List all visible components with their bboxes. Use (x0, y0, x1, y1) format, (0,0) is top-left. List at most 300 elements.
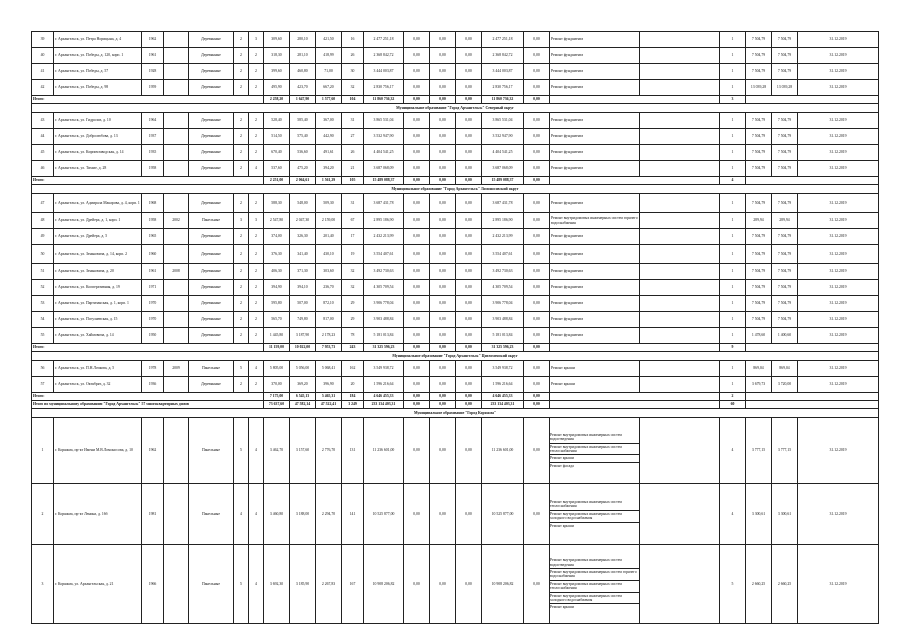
entrances-cell: 2 (249, 264, 264, 280)
table-row (32, 64, 879, 80)
unit-cost-cell: 7 504,79 (746, 296, 772, 312)
cost-owners-cell: 2 895 186,90 (482, 213, 524, 229)
row-number-cell: 42 (32, 80, 54, 96)
cost-federal-cell: 0,00 (404, 161, 430, 177)
municipality-header-row (32, 104, 879, 113)
total-area-cell: 73 637,60 (264, 401, 290, 409)
cost-federal-cell: 0,00 (404, 113, 430, 129)
works-count-cell: 4 (720, 484, 746, 545)
cost-local-cell: 0,00 (456, 401, 482, 409)
premises-area-cell: 371,30 (290, 264, 316, 280)
completion-date-cell: 31.12.2019 (798, 161, 879, 177)
year-built-cell: 1937 (142, 129, 164, 145)
subtotal-row (32, 177, 879, 185)
residents-cell: 16 (342, 32, 364, 48)
wall-material-cell: Деревянные (189, 145, 234, 161)
address-cell: г. Архангельск, ул. Петра Норицына, д. 4 (54, 32, 142, 48)
subtotal-label-cell: Итого: (32, 344, 264, 352)
year-renovated-cell (164, 245, 189, 264)
wall-material-cell: Деревянные (189, 194, 234, 213)
unit-cost-cell: 3 300,61 (746, 484, 772, 545)
work-type-cell: Ремонт фундамента (550, 80, 640, 96)
completion-date-cell: 31.12.2019 (798, 80, 879, 96)
table-row (32, 484, 879, 545)
completion-date-cell: 31.12.2019 (798, 545, 879, 624)
works-count-cell: 1 (720, 312, 746, 328)
cost-total-cell: 4 646 455,33 (364, 393, 404, 401)
cost-local-cell: 0,00 (456, 129, 482, 145)
unit-cost-cell: 869,04 (746, 361, 772, 377)
cost-local-cell: 0,00 (456, 229, 482, 245)
cost-total-cell: 3 687 068,09 (364, 161, 404, 177)
year-renovated-cell (164, 64, 189, 80)
floors-cell: 2 (234, 32, 249, 48)
subtotal-row (32, 344, 879, 352)
cost-federal-cell: 0,00 (404, 145, 430, 161)
work-type-cell: Ремонт фундамента (550, 64, 640, 80)
premises-area-cell: 3 185,90 (290, 545, 316, 624)
municipality-name-cell: Муниципальное образование "Город Архангельск" Ломоносовский округ (32, 185, 879, 194)
cost-federal-cell: 0,00 (404, 393, 430, 401)
cost-total-cell: 1 596 216,64 (364, 377, 404, 393)
cost-local-cell: 0,00 (456, 96, 482, 104)
works-count-cell: 1 (720, 32, 746, 48)
cost-total-cell: 4 305 709,54 (364, 280, 404, 296)
cost-federal-cell: 0,00 (404, 280, 430, 296)
total-area-cell: 370,00 (264, 377, 290, 393)
year-renovated-cell (164, 377, 189, 393)
wall-material-cell: Панельные (189, 484, 234, 545)
total-area-cell: 5 805,00 (264, 361, 290, 377)
address-cell: г. Архангельск, ул. Хаймовича, д. 14 (54, 328, 142, 344)
total-area-cell: 318,30 (264, 48, 290, 64)
cost-owners-cell: 10 908 206,82 (482, 545, 524, 624)
work-type-cell: Ремонт фундамента (550, 245, 640, 264)
municipality-name-cell: Муниципальное образование "Город Архангельск" Северный округ (32, 104, 879, 113)
year-built-cell: 1968 (142, 194, 164, 213)
row-number-cell: 41 (32, 64, 54, 80)
residential-area-cell: 394,20 (316, 161, 342, 177)
residents-cell: 21 (342, 161, 364, 177)
subtotal-row (32, 393, 879, 401)
year-built-cell: 1970 (142, 296, 164, 312)
work-item: Ремонт фасада (550, 463, 574, 468)
cost-regional-cell: 0,00 (430, 96, 456, 104)
works-count-cell: 9 (720, 344, 746, 352)
completion-date-cell: 31.12.2019 (798, 129, 879, 145)
total-area-cell: 2 251,00 (264, 177, 290, 185)
empty-cell (640, 32, 720, 48)
wall-material-cell: Деревянные (189, 328, 234, 344)
wall-material-cell: Деревянные (189, 264, 234, 280)
completion-date-cell: 31.12.2019 (798, 32, 879, 48)
work-type-cell: Ремонт крыши (550, 361, 640, 377)
premises-area-cell: 1 647,90 (290, 96, 316, 104)
total-area-cell: 399,60 (264, 64, 290, 80)
year-renovated-cell (164, 280, 189, 296)
year-renovated-cell (164, 194, 189, 213)
empty-cell (640, 312, 720, 328)
floors-cell: 2 (234, 80, 249, 96)
entrances-cell: 2 (249, 80, 264, 96)
completion-date-cell: 31.12.2019 (798, 361, 879, 377)
max-unit-cost-cell: 7 504,79 (772, 129, 798, 145)
cost-owners-cell: 3 492 730,63 (482, 264, 524, 280)
total-area-cell: 3 692,30 (264, 545, 290, 624)
cost-owners-cell: 3 532 947,90 (482, 129, 524, 145)
table-row (32, 113, 879, 129)
residents-cell: 32 (342, 264, 364, 280)
cost-local-cell: 0,00 (456, 377, 482, 393)
residential-area-cell: 236,70 (316, 280, 342, 296)
residential-area-cell: 442,90 (316, 129, 342, 145)
unit-cost-cell: 7 504,79 (746, 64, 772, 80)
cost-regional-cell: 0,00 (430, 245, 456, 264)
work-item: Ремонт крыши (550, 605, 574, 610)
works-count-cell: 1 (720, 145, 746, 161)
works-count-cell: 1 (720, 245, 746, 264)
entrances-cell: 2 (249, 312, 264, 328)
max-unit-cost-cell: 7 504,79 (772, 113, 798, 129)
subtotal-label-cell: Итого: (32, 393, 264, 401)
cost-local-cell: 0,00 (456, 48, 482, 64)
unit-cost-cell: 7 504,79 (746, 145, 772, 161)
table-row (32, 377, 879, 393)
unit-cost-cell: 7 504,79 (746, 312, 772, 328)
cost-total-cell: 3 687 431,78 (364, 194, 404, 213)
work-item: Ремонт внутридомовых инженерных систем теплоснабжения (550, 444, 639, 456)
residential-area-cell: 421,50 (316, 32, 342, 48)
cost-total-cell: 233 134 403,31 (364, 401, 404, 409)
cost-owners-cell: 4 646 455,33 (482, 393, 524, 401)
completion-date-cell: 31.12.2019 (798, 64, 879, 80)
cost-local-cell: 0,00 (456, 161, 482, 177)
cost-federal-cell: 0,00 (404, 264, 430, 280)
cost-owners-cell: 233 134 403,31 (482, 401, 524, 409)
empty-cell (746, 96, 879, 104)
residential-area-cell: 2 776,70 (316, 418, 342, 484)
completion-date-cell: 31.12.2019 (798, 377, 879, 393)
cost-regional-cell: 0,00 (430, 129, 456, 145)
cost-federal-cell: 0,00 (404, 361, 430, 377)
floors-cell: 2 (234, 113, 249, 129)
wall-material-cell: Панельные (189, 418, 234, 484)
total-area-cell: 3 460,80 (264, 484, 290, 545)
cost-other-cell: 0,00 (524, 377, 550, 393)
floors-cell: 4 (234, 484, 249, 545)
premises-area-cell: 548,00 (290, 194, 316, 213)
address-cell: г. Архангельск, ул. П.Н.Лочкова, д. 5 (54, 361, 142, 377)
max-unit-cost-cell: 289,94 (772, 213, 798, 229)
works-count-cell: 1 (720, 328, 746, 344)
premises-area-cell: 280,10 (290, 32, 316, 48)
subtotal-label-cell: Итого по муниципальному образованию "Город Архангельск" 57 многоквартирных домов (32, 401, 264, 409)
max-unit-cost-cell: 13 039,28 (772, 80, 798, 96)
works-count-cell: 1 (720, 113, 746, 129)
wall-material-cell: Деревянные (189, 113, 234, 129)
entrances-cell: 2 (249, 113, 264, 129)
premises-area-cell: 394,10 (290, 280, 316, 296)
completion-date-cell: 31.12.2019 (798, 312, 879, 328)
table-row (32, 312, 879, 328)
residents-cell: 78 (342, 328, 364, 344)
cost-total-cell: 11 860 736,32 (364, 96, 404, 104)
table-row (32, 361, 879, 377)
residential-area-cell: 303,60 (316, 264, 342, 280)
cost-other-cell: 0,00 (524, 484, 550, 545)
total-area-cell: 595,80 (264, 296, 290, 312)
cost-local-cell: 0,00 (456, 312, 482, 328)
premises-area-cell: 369,20 (290, 377, 316, 393)
housing-register-table (31, 31, 879, 624)
cost-local-cell: 0,00 (456, 393, 482, 401)
cost-regional-cell: 0,00 (430, 312, 456, 328)
table-row (32, 328, 879, 344)
year-built-cell: 1959 (142, 80, 164, 96)
wall-material-cell: Деревянные (189, 161, 234, 177)
address-cell: г. Коряжма, пр-кт Ленина, д. 16б (54, 484, 142, 545)
completion-date-cell: 31.12.2019 (798, 113, 879, 129)
works-count-cell: 1 (720, 64, 746, 80)
cost-other-cell: 0,00 (524, 64, 550, 80)
row-number-cell: 44 (32, 129, 54, 145)
floors-cell: 5 (234, 361, 249, 377)
residential-area-cell: 1 577,60 (316, 96, 342, 104)
residential-area-cell: 2 294,70 (316, 484, 342, 545)
completion-date-cell: 31.12.2019 (798, 213, 879, 229)
wall-material-cell: Деревянные (189, 312, 234, 328)
address-cell: г. Архангельск, ул. Победы, д. 120, корп. 1 (54, 48, 142, 64)
max-unit-cost-cell: 2 660,25 (772, 545, 798, 624)
cost-owners-cell: 1 596 216,64 (482, 377, 524, 393)
premises-area-cell: 3 188,00 (290, 484, 316, 545)
unit-cost-cell: 13 039,28 (746, 80, 772, 96)
cost-other-cell: 0,00 (524, 129, 550, 145)
cost-other-cell: 0,00 (524, 145, 550, 161)
cost-local-cell: 0,00 (456, 32, 482, 48)
cost-other-cell: 0,00 (524, 229, 550, 245)
completion-date-cell: 31.12.2019 (798, 194, 879, 213)
max-unit-cost-cell: 7 504,79 (772, 296, 798, 312)
entrances-cell: 2 (249, 64, 264, 80)
work-type-cell: Ремонт фундамента (550, 312, 640, 328)
floors-cell: 2 (234, 245, 249, 264)
residential-area-cell: 47 522,41 (316, 401, 342, 409)
empty-cell (550, 96, 720, 104)
address-cell: г. Коряжма, пр-кт Имени М.В.Ломоносова, д. 10 (54, 418, 142, 484)
empty-cell (640, 64, 720, 80)
cost-total-cell: 3 903 488,84 (364, 312, 404, 328)
cost-other-cell: 0,00 (524, 161, 550, 177)
unit-cost-cell: 7 504,79 (746, 229, 772, 245)
cost-owners-cell: 11 236 601,00 (482, 418, 524, 484)
cost-federal-cell: 0,00 (404, 245, 430, 264)
year-renovated-cell (164, 145, 189, 161)
cost-regional-cell: 0,00 (430, 32, 456, 48)
cost-owners-cell: 3 903 488,84 (482, 312, 524, 328)
cost-regional-cell: 0,00 (430, 393, 456, 401)
cost-regional-cell: 0,00 (430, 296, 456, 312)
entrances-cell: 4 (249, 418, 264, 484)
entrances-cell: 4 (249, 361, 264, 377)
residents-cell: 31 (342, 113, 364, 129)
residents-cell: 19 (342, 245, 364, 264)
cost-total-cell: 3 906 778,04 (364, 296, 404, 312)
address-cell: г. Архангельск, ул. Зеньковича, д. 20 (54, 264, 142, 280)
floors-cell: 3 (234, 213, 249, 229)
unit-cost-cell: 7 504,79 (746, 113, 772, 129)
residential-area-cell: 430,10 (316, 245, 342, 264)
empty-cell (640, 113, 720, 129)
cost-local-cell: 0,00 (456, 177, 482, 185)
cost-federal-cell: 0,00 (404, 80, 430, 96)
municipality-header-row (32, 185, 879, 194)
cost-total-cell: 3 865 531,04 (364, 113, 404, 129)
wall-material-cell: Панельные (189, 545, 234, 624)
works-count-cell: 5 (720, 545, 746, 624)
work-item: Ремонт внутридомовых инженерных систем холодного водоснабжения (550, 511, 639, 523)
max-unit-cost-cell: 7 504,79 (772, 32, 798, 48)
cost-federal-cell: 0,00 (404, 213, 430, 229)
work-type-cell: Ремонт фундамента (550, 264, 640, 280)
row-number-cell: 56 (32, 361, 54, 377)
year-renovated-cell (164, 545, 189, 624)
cost-regional-cell: 0,00 (430, 161, 456, 177)
table-row (32, 229, 879, 245)
total-area-cell: 3 462,70 (264, 418, 290, 484)
completion-date-cell: 31.12.2019 (798, 484, 879, 545)
total-area-cell: 670,40 (264, 145, 290, 161)
cost-local-cell: 0,00 (456, 545, 482, 624)
address-cell: г. Архангельск, ул. Тимме, д. 28 (54, 161, 142, 177)
cost-other-cell: 0,00 (524, 393, 550, 401)
wall-material-cell: Деревянные (189, 280, 234, 296)
total-area-cell: 514,50 (264, 129, 290, 145)
work-item: Ремонт внутридомовых инженерных систем холодного водоснабжения (550, 593, 639, 605)
row-number-cell: 50 (32, 245, 54, 264)
premises-area-cell: 2 064,61 (290, 177, 316, 185)
cost-total-cell: 4 404 541,25 (364, 145, 404, 161)
empty-cell (640, 129, 720, 145)
cost-total-cell: 2 830 756,17 (364, 80, 404, 96)
total-area-cell: 495,90 (264, 80, 290, 96)
residential-area-cell: 509,30 (316, 194, 342, 213)
empty-cell (640, 80, 720, 96)
municipality-name-cell: Муниципальное образование "Город Архангельск" Цигломенский округ (32, 352, 879, 361)
cost-regional-cell: 0,00 (430, 484, 456, 545)
address-cell: г. Архангельск, ул. Кирпичзаводская, д. 14 (54, 145, 142, 161)
cost-owners-cell: 2 368 842,72 (482, 48, 524, 64)
residents-cell: 32 (342, 80, 364, 96)
residential-area-cell: 7 953,73 (316, 344, 342, 352)
entrances-cell: 4 (249, 484, 264, 545)
cost-owners-cell: 2 477 251,18 (482, 32, 524, 48)
unit-cost-cell: 7 504,79 (746, 245, 772, 264)
cost-federal-cell: 0,00 (404, 344, 430, 352)
row-number-cell: 55 (32, 328, 54, 344)
empty-cell (640, 328, 720, 344)
year-built-cell: 1950 (142, 328, 164, 344)
max-unit-cost-cell: 7 504,79 (772, 145, 798, 161)
works-count-cell: 1 (720, 48, 746, 64)
residents-cell: 26 (342, 48, 364, 64)
work-item: Ремонт внутридомовых инженерных систем водоотведения (550, 432, 639, 444)
max-unit-cost-cell: 7 504,79 (772, 264, 798, 280)
cost-other-cell: 0,00 (524, 177, 550, 185)
cost-other-cell: 0,00 (524, 418, 550, 484)
address-cell: г. Архангельск, ул. Кооперативная, д. 19 (54, 280, 142, 296)
unit-cost-cell: 7 504,79 (746, 161, 772, 177)
subtotal-label-cell: Итого: (32, 96, 264, 104)
works-count-cell: 2 (720, 393, 746, 401)
work-type-cell: Ремонт фундамента (550, 129, 640, 145)
cost-federal-cell: 0,00 (404, 32, 430, 48)
entrances-cell: 2 (249, 145, 264, 161)
total-area-cell: 374,00 (264, 229, 290, 245)
works-count-cell: 4 (720, 418, 746, 484)
empty-cell (640, 280, 720, 296)
total-area-cell: 588,30 (264, 194, 290, 213)
cost-regional-cell: 0,00 (430, 177, 456, 185)
row-number-cell: 2 (32, 484, 54, 545)
residential-area-cell: 2 178,23 (316, 328, 342, 344)
works-list-cell (550, 484, 640, 545)
municipality-header-row (32, 409, 879, 418)
total-area-cell: 537,60 (264, 161, 290, 177)
year-built-cell: 1960 (142, 245, 164, 264)
floors-cell: 2 (234, 48, 249, 64)
cost-regional-cell: 0,00 (430, 401, 456, 409)
address-cell: г. Архангельск, ул. Адмирала Макарова, д. 4, корп. 1 (54, 194, 142, 213)
address-cell: г. Архангельск, ул. Партизанская, д. 1, корп. 1 (54, 296, 142, 312)
cost-regional-cell: 0,00 (430, 80, 456, 96)
residential-area-cell: 396,90 (316, 377, 342, 393)
residential-area-cell: 491,61 (316, 145, 342, 161)
unit-cost-cell: 7 504,79 (746, 280, 772, 296)
table-row (32, 296, 879, 312)
year-built-cell: 1970 (142, 312, 164, 328)
residents-cell: 243 (342, 344, 364, 352)
max-unit-cost-cell: 7 504,79 (772, 245, 798, 264)
cost-total-cell: 3 444 003,87 (364, 64, 404, 80)
work-type-cell: Ремонт фундамента (550, 32, 640, 48)
max-unit-cost-cell: 7 504,79 (772, 280, 798, 296)
unit-cost-cell: 7 504,79 (746, 264, 772, 280)
cost-owners-cell: 2 830 756,17 (482, 80, 524, 96)
cost-local-cell: 0,00 (456, 194, 482, 213)
cost-local-cell: 0,00 (456, 113, 482, 129)
cost-other-cell: 0,00 (524, 296, 550, 312)
total-area-cell: 2 547,80 (264, 213, 290, 229)
residential-area-cell: 367,00 (316, 113, 342, 129)
residential-area-cell: 667,20 (316, 80, 342, 96)
premises-area-cell: 2 047,30 (290, 213, 316, 229)
cost-total-cell: 3 492 730,63 (364, 264, 404, 280)
entrances-cell: 2 (249, 48, 264, 64)
year-renovated-cell (164, 296, 189, 312)
table-row (32, 264, 879, 280)
work-type-cell: Ремонт фундамента (550, 280, 640, 296)
residential-area-cell: 71,00 (316, 64, 342, 80)
wall-material-cell: Панельные (189, 213, 234, 229)
year-renovated-cell (164, 80, 189, 96)
works-list-cell (550, 545, 640, 624)
table-body (32, 32, 879, 624)
unit-cost-cell: 7 504,79 (746, 48, 772, 64)
row-number-cell: 49 (32, 229, 54, 245)
works-count-cell: 1 (720, 194, 746, 213)
wall-material-cell: Деревянные (189, 129, 234, 145)
